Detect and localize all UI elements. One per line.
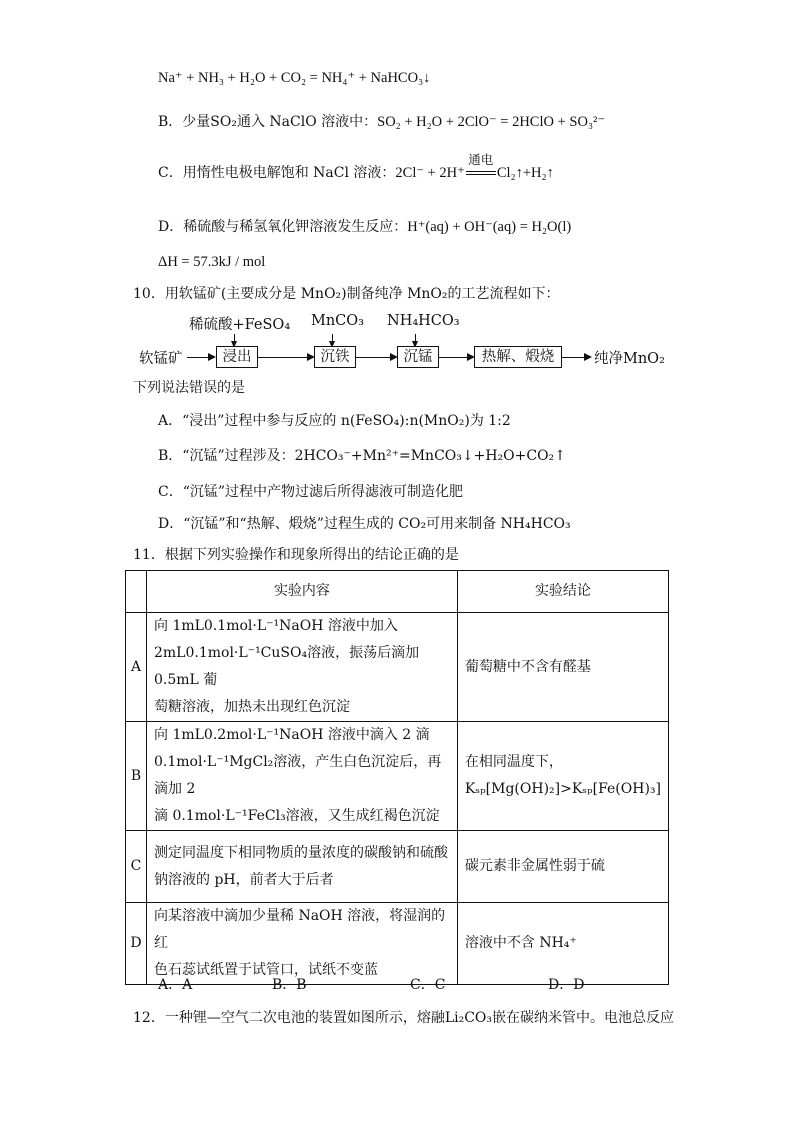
q9-option-c-eq-left: 2Cl⁻ + 2H⁺ xyxy=(395,165,465,181)
flow-arrow-3 xyxy=(438,357,468,358)
flow-step-leaching: 浸出 xyxy=(216,346,258,368)
q11-answer-b: B．B xyxy=(272,977,307,993)
q9-option-c xyxy=(158,152,554,183)
row-conclusion-line: Kₛₚ[Mg(OH)₂]>Kₛₚ[Fe(OH)₃] xyxy=(464,781,661,797)
row-content xyxy=(147,722,458,831)
q9-option-d xyxy=(158,217,571,237)
table-row xyxy=(126,722,669,831)
q10-option-b: B．“沉锰”过程涉及：2HCO₃⁻+Mn²⁺=MnCO₃↓+H₂O+CO₂↑ xyxy=(158,448,566,464)
flow-end: 纯净MnO₂ xyxy=(594,351,665,367)
row-conclusion xyxy=(457,722,668,831)
q9-option-b-equation: SO₂ + H₂O + 2ClO⁻ = 2HClO + SO₃²⁻ xyxy=(377,114,605,130)
row-conclusion xyxy=(457,613,668,722)
row-label: A xyxy=(126,613,147,722)
double-line-arrow xyxy=(466,171,496,175)
row-conclusion xyxy=(457,903,668,985)
q11-experiment-table xyxy=(125,570,669,985)
q9-option-d-enthalpy: ΔH = 57.3kJ / mol xyxy=(158,254,266,270)
flow-start: 软锰矿 xyxy=(139,351,183,367)
table-header-blank xyxy=(126,571,147,613)
q10-stem: 10．用软锰矿(主要成分是 MnO₂)制备纯净 MnO₂的工艺流程如下： xyxy=(133,286,560,302)
row-content-line: 向 1mL0.2mol·L⁻¹NaOH 溶液中滴入 2 滴 xyxy=(154,727,430,743)
flow-arrow-1 xyxy=(257,357,308,358)
row-conclusion xyxy=(457,831,668,903)
q9-option-b xyxy=(158,112,605,132)
table-row xyxy=(126,903,669,985)
table-header-row xyxy=(126,571,669,613)
q11-answer-a: A．A xyxy=(158,977,193,993)
row-content-line: 0.1mol·L⁻¹MgCl₂溶液，产生白色沉淀后，再滴加 2 xyxy=(154,754,442,797)
row-content-line: 钠溶液的 pH，前者大于后者 xyxy=(154,871,334,888)
flow-reagent-2: MnCO₃ xyxy=(311,313,364,329)
table-row xyxy=(126,831,669,903)
table-header-conclusion: 实验结论 xyxy=(457,571,668,613)
row-conclusion-line: 在相同温度下， xyxy=(464,754,563,770)
row-label: D xyxy=(126,903,147,985)
flow-step-pyrolysis-calcination: 热解、煅烧 xyxy=(474,346,562,368)
flow-arrow-0 xyxy=(187,357,209,358)
q10-option-d: D．“沉锰”和“热解、煅烧”过程生成的 CO₂可用来制备 NH₄HCO₃ xyxy=(158,516,571,532)
q9-option-d-text: D．稀硫酸与稀氢氧化钾溶液发生反应： xyxy=(158,219,408,235)
row-content-line: 色石蕊试纸置于试管口，试纸不变蓝 xyxy=(154,962,378,978)
q10-prompt: 下列说法错误的是 xyxy=(133,380,245,396)
row-conclusion-line: 葡萄糖中不含有醛基 xyxy=(464,658,591,675)
q10-option-a: A．“浸出”过程中参与反应的 n(FeSO₄):n(MnO₂)为 1:2 xyxy=(158,413,511,429)
row-content-line: 2mL0.1mol·L⁻¹CuSO₄溶液，振荡后滴加 0.5mL 葡 xyxy=(154,645,420,688)
row-content-line: 向某溶液中滴加少量稀 NaOH 溶液，将湿润的红 xyxy=(154,908,446,951)
q11-stem: 11．根据下列实验操作和现象所得出的结论正确的是 xyxy=(133,547,459,563)
row-content-line: 测定同温度下相同物质的量浓度的碳酸钠和硫酸 xyxy=(154,844,448,861)
table-header-content: 实验内容 xyxy=(147,571,458,613)
row-content-line: 向 1mL0.1mol·L⁻¹NaOH 溶液中加入 xyxy=(154,618,398,634)
q9-option-b-text: B．少量SO₂通入 NaClO 溶液中： xyxy=(158,114,378,130)
flow-step-manganese-precipitation: 沉锰 xyxy=(397,346,439,368)
flow-arrowhead-0 xyxy=(208,353,216,361)
electrolysis-condition-label: 通电 xyxy=(468,152,494,167)
flow-arrowhead-4 xyxy=(584,353,592,361)
row-content xyxy=(147,903,458,985)
flow-arrow-4 xyxy=(561,357,585,358)
table-row xyxy=(126,613,669,722)
q12-stem: 12．一种锂—空气二次电池的装置如图所示，熔融Li₂CO₃嵌在碳纳米管中。电池总反应 xyxy=(133,1010,675,1026)
q9-option-a-continuation: Na⁺ + NH₃ + H₂O + CO₂ = NH₄⁺ + NaHCO₃↓ xyxy=(158,70,431,86)
row-content xyxy=(147,831,458,903)
row-conclusion-line: 溶液中不含 NH₄⁺ xyxy=(464,935,577,951)
row-label: B xyxy=(126,722,147,831)
q11-answer-d: D．D xyxy=(548,977,585,993)
q9-option-d-equation: H⁺(aq) + OH⁻(aq) = H₂O(l) xyxy=(407,219,572,235)
q9-option-c-eq-right: Cl₂↑+H₂↑ xyxy=(496,165,554,181)
row-content-line: 萄糖溶液，加热未出现红色沉淀 xyxy=(154,699,350,715)
row-conclusion-line: 碳元素非金属性弱于硫 xyxy=(464,858,605,874)
flow-reagent-3: NH₄HCO₃ xyxy=(387,313,460,329)
flow-step-iron-precipitation: 沉铁 xyxy=(314,346,356,368)
row-content-line: 滴 0.1mol·L⁻¹FeCl₃溶液，又生成红褐色沉淀 xyxy=(154,808,440,824)
flow-reagent-1: 稀硫酸+FeSO₄ xyxy=(189,317,291,333)
row-content xyxy=(147,613,458,722)
flow-arrow-2 xyxy=(355,357,391,358)
q9-option-c-text: C．用惰性电极电解饱和 NaCl 溶液： xyxy=(158,165,396,181)
q11-answer-c: C．C xyxy=(410,977,446,993)
q10-option-c: C．“沉锰”过程中产物过滤后所得滤液可制造化肥 xyxy=(158,484,464,500)
row-label: C xyxy=(126,831,147,903)
electrolysis-condition xyxy=(466,152,496,183)
